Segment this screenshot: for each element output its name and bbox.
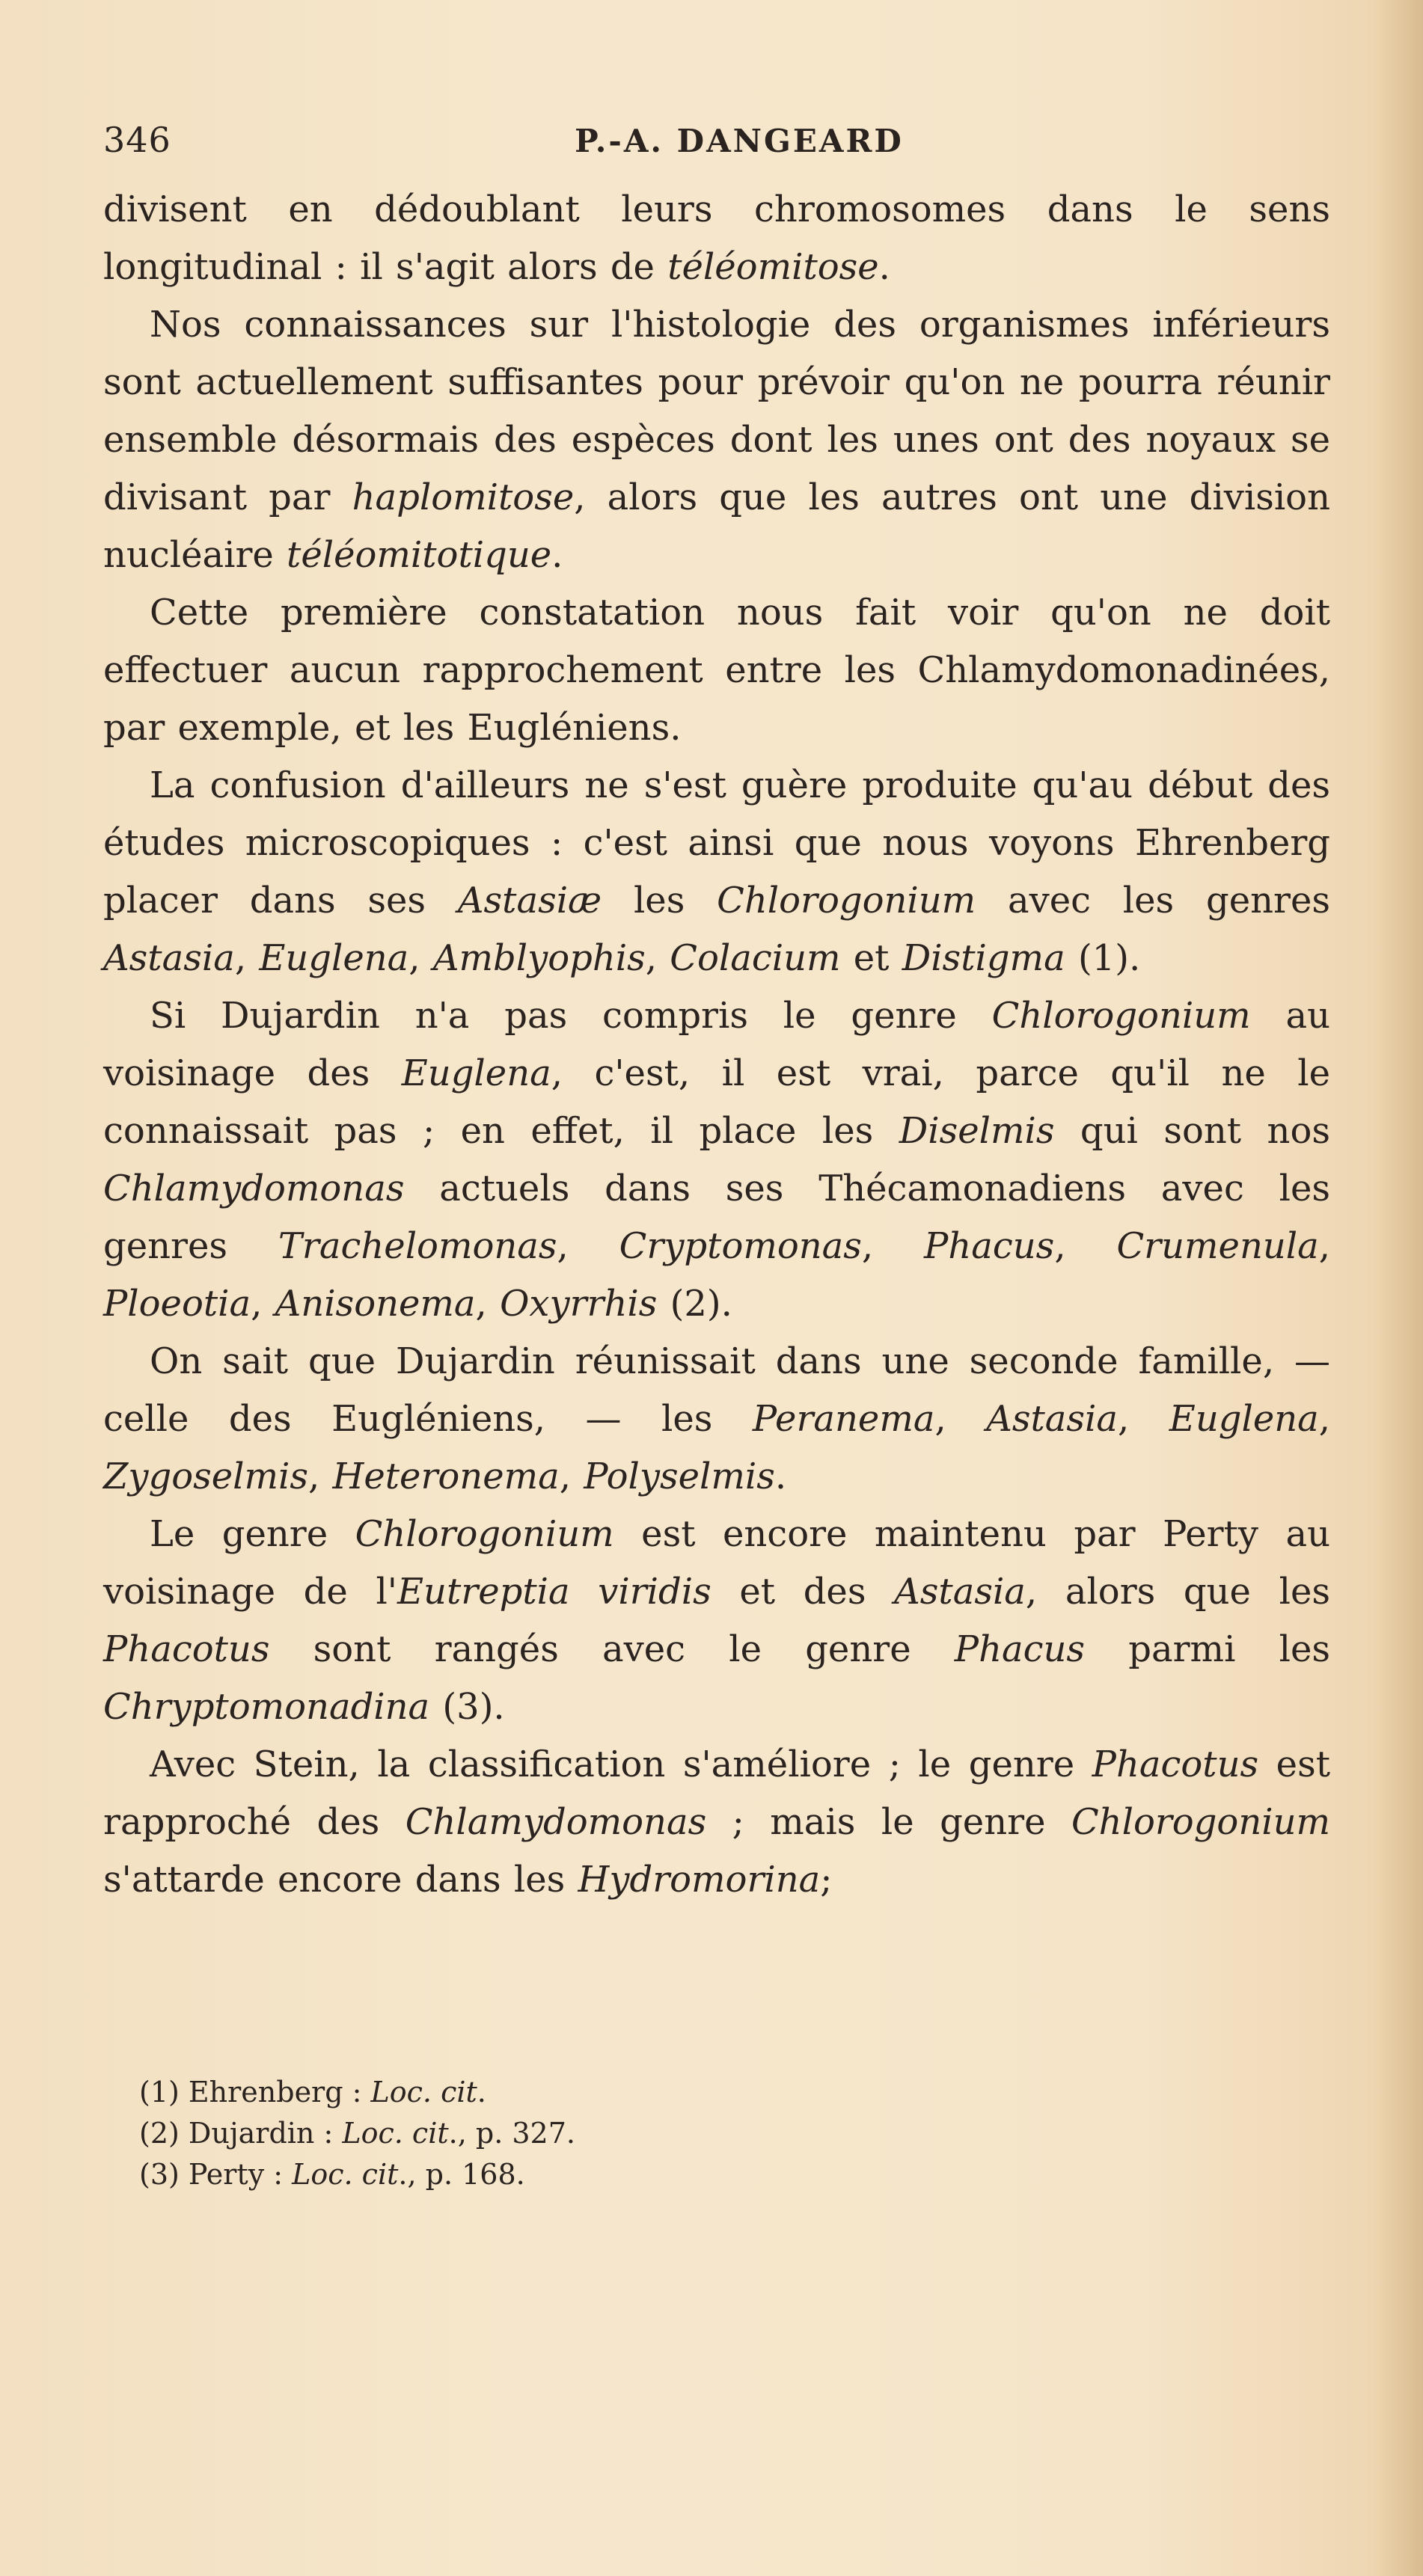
- italic-term: Euglena: [401, 1052, 551, 1094]
- italic-term: Hydromorina: [578, 1859, 821, 1901]
- italic-term: haplomitose: [352, 476, 575, 518]
- paragraph: Nos connaissances sur l'histologie des organismes inférieurs sont actuellement suffisantes pour prévoir qu'on ne pourra réunir ensemble désormais des espèces dont les unes ont des noyaux se divisant par haplomitose, alors que les autres ont une division nucléaire téléomitotique.: [103, 304, 1330, 576]
- italic-term: Astasia: [103, 937, 235, 979]
- italic-term: Chlamydomonas: [103, 1168, 405, 1209]
- paragraph: Le genre Chlorogonium est encore maintenu par Perty au voisinage de l'Eutreptia viridis et des Astasia, alors que les Phacotus sont rangés avec le genre Phacus parmi les Chryptomonadina (3).: [103, 1513, 1331, 1728]
- italic-term: Chlorogonium: [717, 880, 976, 921]
- body-text: [103, 181, 1330, 1909]
- italic-term: téléomitotique: [287, 534, 552, 576]
- italic-term: Astasia: [986, 1398, 1118, 1440]
- running-head: P.-A. DANGEARD: [575, 123, 904, 159]
- italic-term: Polyselmis: [584, 1456, 775, 1497]
- footnotes: [139, 2072, 1261, 2195]
- paragraph: La confusion d'ailleurs ne s'est guère produite qu'au début des études microscopiques : c'est ainsi que nous voyons Ehrenberg placer dans ses Astasiæ les Chlorogonium avec les genres Astasia, Euglena, Amblyophis, Colacium et Distigma (1).: [103, 764, 1331, 979]
- italic-term: Phacotus: [103, 1628, 270, 1670]
- italic-term: Astasia: [894, 1571, 1026, 1613]
- page-header: [103, 120, 1330, 165]
- footnote: (3) Perty : Loc. cit., p. 168.: [139, 2158, 525, 2191]
- paragraph: Si Dujardin n'a pas compris le genre Chlorogonium au voisinage des Euglena, c'est, il est vrai, parce qu'il ne le connaissait pas ; en effet, il place les Diselmis qui sont nos Chlamydomonas actuels dans ses Thécamonadiens avec les genres Trachelomonas, Cryptomonas, Phacus, Crumenula, Ploeotia, Anisonema, Oxyrrhis (2).: [103, 995, 1331, 1325]
- page-number: 346: [103, 120, 171, 160]
- italic-term: Cryptomonas: [619, 1225, 862, 1267]
- paragraph: Cette première constatation nous fait voir qu'on ne doit effectuer aucun rapprochement entre les Chlamydomonadinées, par exemple, et les Eugléniens.: [103, 592, 1330, 749]
- italic-term: Distigma: [902, 937, 1065, 979]
- paragraph: Avec Stein, la classification s'améliore ; le genre Phacotus est rapproché des Chlamydomonas ; mais le genre Chlorogonium s'attarde encore dans les Hydromorina;: [103, 1744, 1331, 1901]
- italic-term: Euglena: [259, 937, 409, 979]
- footnote: (1) Ehrenberg : Loc. cit.: [139, 2076, 486, 2109]
- italic-term: Colacium: [670, 937, 841, 979]
- italic-term: téléomitose: [667, 246, 879, 288]
- italic-term: Loc. cit: [342, 2117, 449, 2150]
- paragraph: On sait que Dujardin réunissait dans une seconde famille, — celle des Eugléniens, — les Peranema, Astasia, Euglena, Zygoselmis, Heteronema, Polyselmis.: [103, 1340, 1331, 1497]
- italic-term: Chryptomonadina: [103, 1686, 430, 1728]
- italic-term: Trachelomonas: [278, 1225, 557, 1267]
- italic-term: Oxyrrhis: [500, 1283, 658, 1325]
- italic-term: Amblyophis: [432, 937, 646, 979]
- italic-term: Eutreptia viridis: [397, 1571, 712, 1613]
- italic-term: Chlorogonium: [991, 995, 1251, 1037]
- italic-term: Chlorogonium: [1071, 1801, 1331, 1843]
- italic-term: Loc. cit: [370, 2076, 477, 2109]
- italic-term: Anisonema: [275, 1283, 476, 1325]
- italic-term: Phacus: [924, 1225, 1055, 1267]
- italic-term: Astasiæ: [457, 880, 602, 921]
- italic-term: Loc. cit: [292, 2158, 399, 2191]
- italic-term: Phacus: [954, 1628, 1086, 1670]
- italic-term: Chlamydomonas: [405, 1801, 707, 1843]
- italic-term: Phacotus: [1092, 1744, 1259, 1785]
- italic-term: Heteronema: [332, 1456, 560, 1497]
- italic-term: Ploeotia: [103, 1283, 251, 1325]
- italic-term: Zygoselmis: [103, 1456, 308, 1497]
- paragraph: divisent en dédoublant leurs chromosomes dans le sens longitudinal : il s'agit alors de téléomitose.: [103, 188, 1330, 288]
- italic-term: Peranema: [752, 1398, 935, 1440]
- italic-term: Crumenula: [1116, 1225, 1319, 1267]
- italic-term: Chlorogonium: [355, 1513, 614, 1555]
- page-edge-shadow: [1378, 0, 1423, 2576]
- footnote: (2) Dujardin : Loc. cit., p. 327.: [139, 2117, 575, 2150]
- italic-term: Euglena: [1169, 1398, 1319, 1440]
- italic-term: Diselmis: [899, 1110, 1055, 1152]
